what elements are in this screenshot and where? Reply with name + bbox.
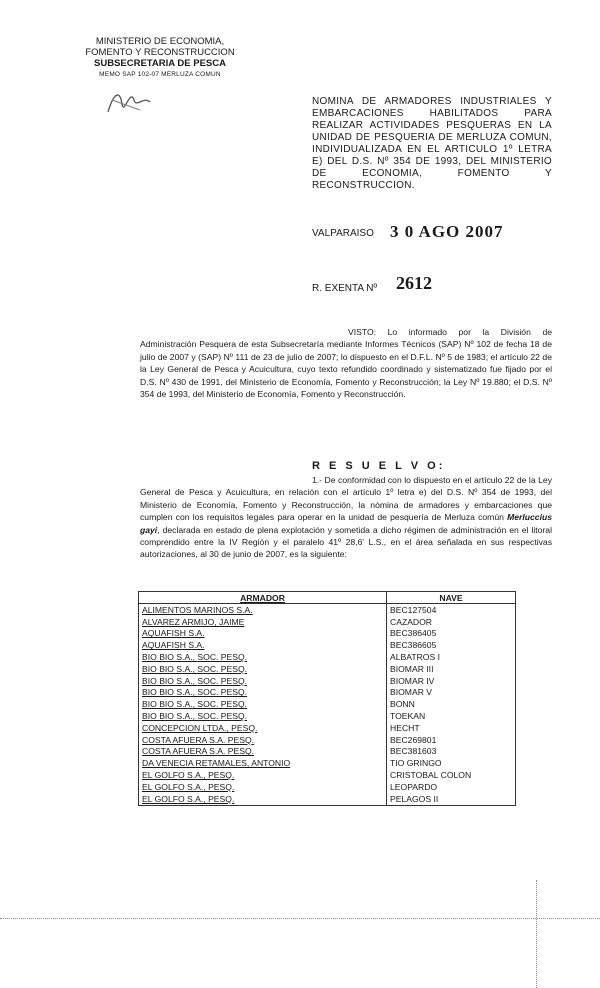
table-row	[139, 616, 516, 628]
resolution-number: 2612	[396, 273, 432, 293]
table-row	[139, 746, 516, 758]
table-body	[139, 604, 516, 806]
nave-cell: BEC386605	[387, 639, 516, 651]
armador-cell: BIO BIO S.A., SOC. PESQ.	[139, 687, 387, 699]
document-title: NOMINA DE ARMADORES INDUSTRIALES Y EMBARCACIONES HABILITADOS PARA REALIZAR ACTIVIDADES PESQUERAS EN LA UNIDAD DE PESQUERIA DE MERLUZA COMUN, INDIVIDUALIZADA EN EL ARTICULO 1º LETRA E) DEL D.S. Nº 354 DE 1993, DEL MINISTERIO DE ECONOMIA, FOMENTO Y RECONSTRUCCION.	[312, 96, 552, 191]
table-row	[139, 628, 516, 640]
table-row	[139, 722, 516, 734]
armador-cell: DA VENECIA RETAMALES, ANTONIO	[139, 757, 387, 769]
nave-cell: BEC386405	[387, 628, 516, 640]
table-row	[139, 757, 516, 769]
footer-divider	[0, 918, 600, 919]
header-nave: NAVE	[387, 592, 516, 604]
nave-cell: BEC381603	[387, 746, 516, 758]
table-row	[139, 663, 516, 675]
table-row	[139, 675, 516, 687]
article-1-text-a: 1.- De conformidad con lo dispuesto en el artículo 22 de la Ley General de Pesca y Acuicultura, en relación con el artículo 1º letra e) del D.S. Nº 354 de 1993, del Ministerio de Economía, Fomento y Reconstrucción, la nómina de armadores y embarcaciones que cumplen con los requisitos legales para operar en la unidad de pesquería de Merluza común	[140, 475, 552, 523]
table-row	[139, 793, 516, 805]
letterhead-subsecretaria: SUBSECRETARIA DE PESCA	[94, 58, 226, 69]
nave-cell: HECHT	[387, 722, 516, 734]
nave-cell: ALBATROS I	[387, 651, 516, 663]
nave-cell: BONN	[387, 698, 516, 710]
letterhead-ministry-2: FOMENTO Y RECONSTRUCCION	[85, 47, 235, 58]
table-row	[139, 710, 516, 722]
nave-cell: BIOMAR IV	[387, 675, 516, 687]
letterhead	[80, 36, 240, 80]
armador-cell: COSTA AFUERA S.A. PESQ.	[139, 734, 387, 746]
nave-cell: BEC127504	[387, 604, 516, 616]
article-1-paragraph	[140, 474, 552, 561]
armador-cell: ALIMENTOS MARINOS S.A.	[139, 604, 387, 616]
table-row	[139, 651, 516, 663]
armador-cell: BIO BIO S.A., SOC. PESQ.	[139, 663, 387, 675]
armador-cell: CONCEPCION LTDA., PESQ.	[139, 722, 387, 734]
table-row	[139, 781, 516, 793]
armador-cell: EL GOLFO S.A., PESQ.	[139, 781, 387, 793]
nave-cell: BIOMAR III	[387, 663, 516, 675]
article-1-text-b: , declarada en estado de plena explotación y sometida a dicho régimen de administración en el litoral comprendido entre la IV Región y el paralelo 41º 28,6' L.S., en el área señalada en sus respectivas autorizaciones, al 30 de junio de 2007, es la siguiente:	[140, 524, 552, 560]
armador-cell: BIO BIO S.A., SOC. PESQ.	[139, 710, 387, 722]
letterhead-memo: MEMO SAP 102-07 MERLUZA COMUN	[99, 71, 221, 78]
place-label: VALPARAISO	[312, 228, 374, 239]
nave-cell: BEC269801	[387, 734, 516, 746]
table-header-row	[139, 592, 516, 604]
margin-divider	[536, 880, 537, 988]
table-row	[139, 639, 516, 651]
table-row	[139, 698, 516, 710]
vessel-table	[138, 591, 516, 806]
armador-cell: EL GOLFO S.A., PESQ.	[139, 793, 387, 805]
resolution-label: R. EXENTA Nº	[312, 283, 378, 294]
species-name: Merluccius gayi	[140, 512, 552, 535]
nave-cell: LEOPARDO	[387, 781, 516, 793]
armador-cell: AQUAFISH S.A.	[139, 628, 387, 640]
table-row	[139, 734, 516, 746]
visto-paragraph: VISTO: Lo informado por la División de Administración Pesquera de esta Subsecretaría mediante Informes Técnicos (SAP) Nº 102 de fecha 18 de julio de 2007 y (SAP) Nº 111 de 23 de julio de 2007; lo dispuesto en el D.F.L. Nº 5 de 1983; el artículo 22 de la Ley General de Pesca y Acuicultura, cuyo texto refundido coordinado y sistematizado fue fijado por el D.S. Nº 430 de 1991, del Ministerio de Economía, Fomento y Reconstrucción; la Ley Nº 19.880; el D.S. Nº 354 de 1993, del Ministerio de Economía, Fomento y Reconstrucción.	[140, 327, 552, 400]
table-row	[139, 604, 516, 616]
nave-cell: CRISTOBAL COLON	[387, 769, 516, 781]
armador-cell: BIO BIO S.A., SOC. PESQ.	[139, 651, 387, 663]
armador-cell: AQUAFISH S.A.	[139, 639, 387, 651]
nave-cell: BIOMAR V	[387, 687, 516, 699]
armador-cell: BIO BIO S.A., SOC. PESQ.	[139, 698, 387, 710]
date-stamp: 3 0 AGO 2007	[390, 222, 504, 241]
armador-cell: COSTA AFUERA S.A. PESQ.	[139, 746, 387, 758]
nave-cell: TIO GRINGO	[387, 757, 516, 769]
table-row	[139, 769, 516, 781]
header-armador: ARMADOR	[139, 592, 387, 604]
nave-cell: PELAGOS II	[387, 793, 516, 805]
armador-cell: EL GOLFO S.A., PESQ.	[139, 769, 387, 781]
nave-cell: TOEKAN	[387, 710, 516, 722]
armador-cell: BIO BIO S.A., SOC. PESQ.	[139, 675, 387, 687]
letterhead-ministry: MINISTERIO DE ECONOMIA,	[95, 36, 225, 47]
nave-cell: CAZADOR	[387, 616, 516, 628]
resuelvo-heading: R E S U E L V O:	[312, 460, 446, 472]
signature-mark	[100, 82, 160, 122]
armador-cell: ALVAREZ ARMIJO, JAIME	[139, 616, 387, 628]
table-row	[139, 687, 516, 699]
